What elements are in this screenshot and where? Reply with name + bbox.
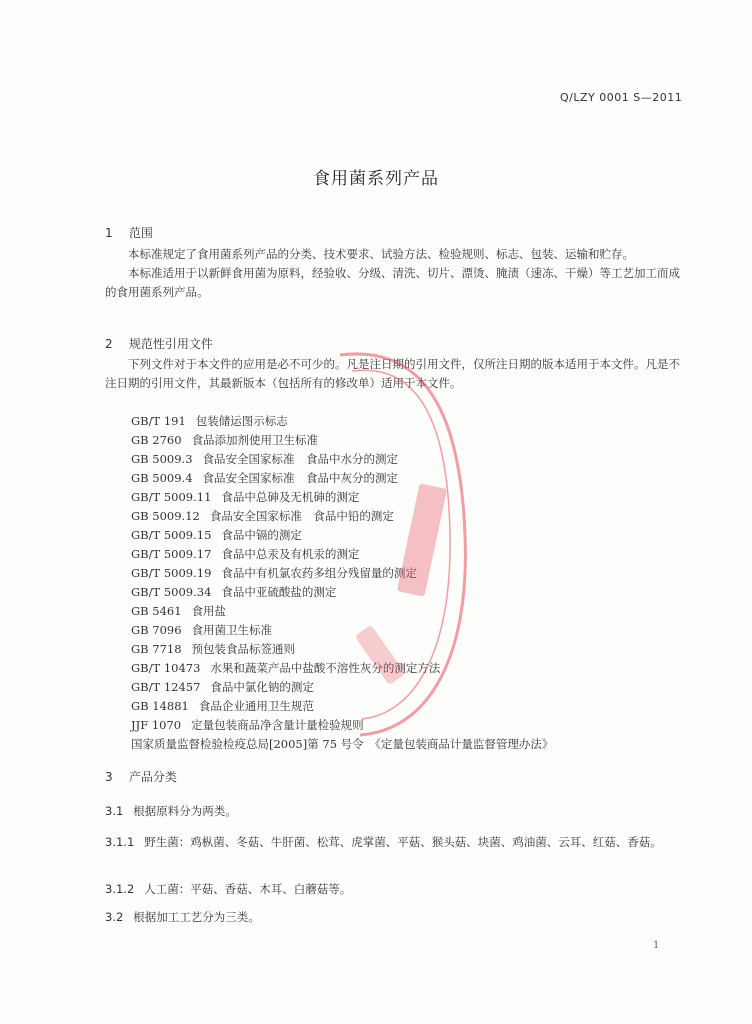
- reference-title: 水果和蔬菜产品中盐酸不溶性灰分的测定方法: [210, 661, 441, 675]
- scope-paragraph-2: 本标准适用于以新鲜食用菌为原料，经验收、分级、清洗、切片、漂烫、腌渍（速冻、干燥）等工艺加工而成的食用菌系列产品。: [105, 266, 680, 299]
- reference-item: [131, 716, 553, 735]
- section-number: 1: [105, 226, 113, 240]
- reference-item: [131, 431, 553, 450]
- reference-title: 食品中总砷及无机砷的测定: [221, 490, 360, 504]
- reference-item: [131, 450, 553, 469]
- reference-title: 食品安全国家标准 食品中铅的测定: [209, 509, 394, 523]
- section-title: 产品分类: [128, 770, 177, 784]
- reference-code: GB 5009.3: [131, 452, 193, 466]
- clause-3-1-2: [105, 879, 685, 899]
- reference-code: GB 2760: [131, 433, 182, 447]
- clause-number: 3.1.1: [105, 835, 135, 849]
- section-heading-scope: [105, 224, 153, 241]
- reference-code: GB/T 5009.34: [131, 585, 212, 599]
- clause-text: 根据原料分为两类。: [133, 804, 237, 818]
- section-number: 2: [105, 337, 113, 351]
- reference-code: GB 7096: [131, 623, 182, 637]
- reference-code: GB/T 12457: [131, 680, 201, 694]
- reference-item: [131, 412, 553, 431]
- clause-text: 野生菌：鸡枞菌、冬菇、牛肝菌、松茸、虎掌菌、平菇、猴头菇、块菌、鸡油菌、云耳、红菇、香菇。: [144, 835, 662, 849]
- document-title: 食用菌系列产品: [313, 169, 439, 189]
- reference-item: [131, 469, 553, 488]
- reference-list: [131, 412, 553, 754]
- clause-3-2: [105, 907, 685, 927]
- clause-number: 3.1: [105, 804, 124, 818]
- reference-code: GB/T 10473: [131, 661, 201, 675]
- reference-item: [131, 602, 553, 621]
- reference-title: 食品中镉的测定: [221, 528, 302, 542]
- clause-3-1-1: [105, 832, 685, 852]
- page-number: 1: [653, 940, 660, 951]
- reference-code: GB/T 5009.15: [131, 528, 212, 542]
- section-title: 范围: [128, 226, 153, 240]
- section-heading-product-classification: [105, 768, 177, 785]
- reference-title: 食品企业通用卫生规范: [198, 699, 314, 713]
- references-intro: 下列文件对于本文件的应用是必不可少的。凡是注日期的引用文件，仅所注日期的版本适用于本文件。凡是不注日期的引用文件，其最新版本（包括所有的修改单）适用于本文件。: [105, 357, 680, 390]
- reference-title: 食品添加剂使用卫生标准: [191, 433, 319, 447]
- clause-text: 根据加工工艺分为三类。: [133, 910, 260, 924]
- reference-item: [131, 564, 553, 583]
- reference-item: [131, 583, 553, 602]
- reference-title: 国家质量监督检验检疫总局[2005]第 75 号令 《定量包装商品计量监督管理办法》: [131, 737, 554, 751]
- reference-code: GB/T 5009.17: [131, 547, 212, 561]
- reference-title: 包装储运图示标志: [195, 414, 288, 428]
- reference-code: GB 5009.4: [131, 471, 193, 485]
- reference-title: 食品中总汞及有机汞的测定: [221, 547, 360, 561]
- clause-text: 人工菌：平菇、香菇、木耳、白蘑菇等。: [144, 882, 352, 896]
- reference-code: GB/T 191: [131, 414, 186, 428]
- reference-item: [131, 545, 553, 564]
- reference-item: [131, 640, 553, 659]
- reference-item: [131, 735, 553, 754]
- reference-code: GB 14881: [131, 699, 189, 713]
- reference-code: GB 7718: [131, 642, 182, 656]
- reference-item: [131, 526, 553, 545]
- reference-title: 食用菌卫生标准: [191, 623, 273, 637]
- reference-title: 食品安全国家标准 食品中水分的测定: [202, 452, 399, 466]
- reference-title: 食品安全国家标准 食品中灰分的测定: [202, 471, 399, 485]
- reference-item: [131, 621, 553, 640]
- reference-title: 定量包装商品净含量计量检验规则: [191, 718, 364, 732]
- section-heading-normative-references: [105, 335, 213, 352]
- reference-code: JJF 1070: [131, 718, 182, 732]
- reference-title: 食品中氯化钠的测定: [210, 680, 314, 694]
- reference-code: GB/T 5009.19: [131, 566, 212, 580]
- reference-code: GB 5009.12: [131, 509, 200, 523]
- section-title: 规范性引用文件: [128, 337, 213, 351]
- reference-item: [131, 697, 553, 716]
- standard-code: Q/LZY 0001 S—2011: [560, 91, 683, 104]
- clause-number: 3.2: [105, 910, 124, 924]
- reference-code: GB/T 5009.11: [131, 490, 212, 504]
- reference-title: 食用盐: [191, 604, 227, 618]
- reference-item: [131, 507, 553, 526]
- scope-paragraph-1: 本标准规定了食用菌系列产品的分类、技术要求、试验方法、检验规则、标志、包装、运输和贮存。: [128, 247, 634, 261]
- section-number: 3: [105, 770, 113, 784]
- reference-item: [131, 488, 553, 507]
- reference-title: 食品中亚硫酸盐的测定: [221, 585, 337, 599]
- reference-title: 预包装食品标签通则: [191, 642, 296, 656]
- reference-code: GB 5461: [131, 604, 182, 618]
- reference-title: 食品中有机氯农药多组分残留量的测定: [221, 566, 417, 580]
- clause-3-1: [105, 801, 685, 821]
- clause-number: 3.1.2: [105, 882, 135, 896]
- reference-item: [131, 659, 553, 678]
- reference-item: [131, 678, 553, 697]
